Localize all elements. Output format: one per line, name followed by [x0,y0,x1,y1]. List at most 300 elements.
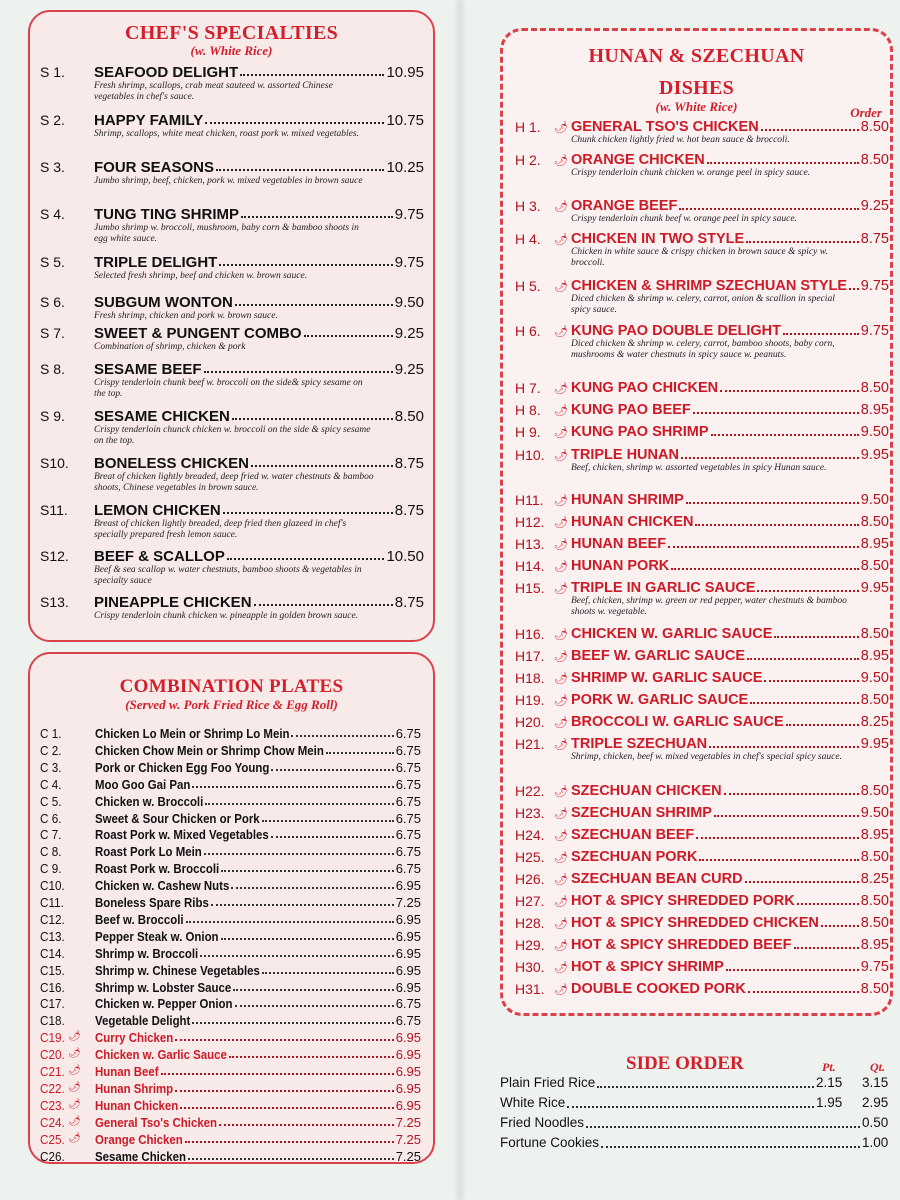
combo-item[interactable] [40,1081,420,1097]
pint-header: Pt. [822,1060,836,1074]
item-name: Vegetable Delight [95,1013,191,1029]
item-name: TRIPLE IN GARLIC SAUCE [571,580,756,596]
item-name: Chicken Lo Mein or Shrimp Lo Mein [95,726,290,741]
item-description: Breat of chicken lightly breaded, deep fried w. water chestnuts & bamboo shoots, Chinese vegetables in brown sauce. [94,472,374,493]
item-price: 6.95 [395,945,421,961]
item-code: C13. [40,928,65,944]
side-order-item[interactable] [500,1115,892,1133]
dot-leader [221,870,394,872]
menu-item[interactable] [515,424,889,444]
item-name: CHICKEN W. GARLIC SAUCE [571,626,773,642]
combo-item[interactable] [40,743,420,759]
chili-pepper-icon: 🌶 [68,1115,81,1127]
item-description: Beef & sea scallop w. water chestnuts, bamboo shoots & vegetables in specialty sauce [94,565,362,586]
dot-leader [186,921,394,923]
combo-item[interactable] [40,1030,420,1046]
item-code: S 8. [40,361,65,377]
combo-item[interactable] [40,844,420,860]
item-code: H28. [515,915,545,931]
combo-item[interactable] [40,929,420,945]
item-code: H 9. [515,424,541,440]
combo-item[interactable] [40,980,420,996]
dot-leader [681,457,859,459]
dot-leader [188,1158,394,1160]
chili-pepper-icon: 🌶 [554,695,568,707]
dot-leader [180,1107,393,1109]
item-description: Jumbo shrimp w. broccoli, mushroom, baby corn & bamboo shoots in egg white sauce. [94,223,359,244]
item-price: 6.95 [395,962,421,978]
menu-item[interactable] [40,594,424,634]
item-price: 7.25 [395,1131,421,1147]
item-name: Curry Chicken [95,1030,174,1046]
item-price: 8.50 [860,119,889,135]
combo-item[interactable] [40,946,420,962]
item-price: 7.25 [395,895,421,910]
combination-plates-section [28,652,435,1164]
menu-item[interactable] [515,714,889,734]
dot-leader [231,887,393,889]
item-name: GENERAL TSO'S CHICKEN [571,119,759,135]
dot-leader [200,955,393,957]
side-order-item[interactable] [500,1095,892,1113]
item-name: Chicken Chow Mein or Shrimp Chow Mein [95,742,324,758]
dot-leader [724,793,859,795]
item-code: C 5. [40,793,62,809]
item-name: Sweet & Sour Chicken or Pork [95,810,260,826]
dot-leader [232,418,393,420]
item-code: C 7. [40,827,62,843]
chili-pepper-icon: 🌶 [554,739,568,751]
item-code: S11. [40,502,68,518]
item-price: 9.75 [394,254,424,271]
item-code: H11. [515,492,544,508]
chili-pepper-icon: 🌶 [554,234,568,246]
item-code: H23. [515,805,545,821]
chili-pepper-icon: 🌶 [554,896,568,908]
menu-item[interactable] [515,871,889,891]
dot-leader [271,836,394,838]
combo-item[interactable] [40,1047,420,1063]
item-code: C12. [40,911,65,927]
section-title: CHEF'S SPECIALTIES [124,22,339,44]
section-subtitle: (Served w. Pork Fried Rice & Egg Roll) [125,697,338,712]
dot-leader [699,859,858,861]
dot-leader [216,169,384,171]
menu-item[interactable] [515,736,889,762]
item-name: Pepper Steak w. Onion [95,928,219,944]
menu-item[interactable] [40,361,424,401]
item-price: 6.75 [395,827,421,843]
item-code: H10. [515,447,545,463]
item-price: 8.50 [860,152,889,168]
item-code: H 5. [515,278,541,294]
item-price: 6.95 [395,1097,421,1113]
menu-item[interactable] [515,827,889,847]
item-price: 8.50 [860,783,889,799]
item-name: White Rice [500,1095,566,1110]
item-description: Crispy tenderloin chunk beef w. orange peel in spicy sauce. [571,214,797,224]
dot-leader [221,938,394,940]
dot-leader [219,264,392,266]
combo-item[interactable] [40,794,420,810]
combo-item[interactable] [40,861,420,877]
item-code: H25. [515,849,545,865]
item-name: HOT & SPICY SHREDDED BEEF [571,937,792,953]
menu-item[interactable] [515,805,889,825]
item-name: Shrimp w. Chinese Vegetables [95,962,260,978]
item-name: Roast Pork w. Mixed Vegetables [95,827,269,843]
item-code: H 3. [515,198,541,214]
menu-item[interactable] [40,206,424,246]
menu-item[interactable] [515,198,889,224]
dot-leader [161,1073,394,1075]
item-description: Chunk chicken lightly fried w. hot bean sauce & broccoli. [571,135,790,145]
quart-price: 0.50 [862,1115,889,1130]
menu-item[interactable] [515,626,889,646]
combo-item[interactable] [40,760,420,776]
item-description: Fresh shrimp, scallops, crab meat sauteed w. assorted Chinese vegetables in chef's sauce. [94,81,333,102]
menu-item[interactable] [515,959,889,979]
dot-leader [821,925,859,927]
chili-pepper-icon: 🌶 [554,405,568,417]
item-code: C26. [40,1148,65,1164]
item-code: H 6. [515,323,541,339]
item-description: Diced chicken & shrimp w. celery, carrot, onion & scallion in special spicy sauce. [571,294,835,315]
menu-item[interactable] [515,119,889,145]
item-price: 6.95 [395,1030,421,1046]
item-name: General Tso's Chicken [95,1114,218,1130]
menu-item[interactable] [515,580,889,617]
menu-item[interactable] [40,455,424,495]
item-name: KUNG PAO CHICKEN [571,380,719,396]
item-price: 9.25 [394,361,424,378]
chili-pepper-icon: 🌶 [554,808,568,820]
quart-price: 1.00 [862,1135,889,1150]
item-name: Moo Goo Gai Pan [95,776,191,792]
item-name: ORANGE CHICKEN [571,152,705,168]
item-description: Fresh shrimp, chicken and pork w. brown sauce. [94,311,278,321]
item-name: HUNAN PORK [571,558,670,574]
dot-leader [204,371,393,373]
menu-item[interactable] [515,915,889,935]
menu-item[interactable] [40,502,424,542]
item-code: H18. [515,670,545,686]
item-code: H12. [515,514,545,530]
item-price: 6.75 [395,861,421,877]
combo-item[interactable] [40,1115,420,1131]
item-code: H22. [515,783,545,799]
dot-leader [240,74,384,76]
dot-leader [711,434,859,436]
item-price: 8.50 [394,408,424,425]
dot-leader [211,904,394,906]
item-price: 7.25 [395,1148,421,1164]
menu-item[interactable] [40,159,424,199]
chili-pepper-icon: 🌶 [554,326,568,338]
item-code: C25. [40,1131,65,1147]
chili-pepper-icon: 🌶 [554,984,568,996]
item-price: 8.75 [394,594,424,611]
dot-leader [671,568,858,570]
item-code: H27. [515,893,545,909]
dot-leader [254,604,393,606]
menu-item[interactable] [515,981,889,1001]
menu-item[interactable] [515,536,889,556]
item-code: C17. [40,996,65,1012]
item-price: 9.95 [860,447,889,463]
item-name: Orange Chicken [95,1131,183,1147]
item-name: BROCCOLI W. GARLIC SAUCE [571,714,784,730]
chili-pepper-icon: 🌶 [68,1065,81,1076]
item-name: LEMON CHICKEN [94,502,221,519]
menu-item[interactable] [515,558,889,578]
item-name: Sesame Chicken [95,1148,186,1164]
dot-leader [597,1086,814,1088]
dot-leader [192,786,393,788]
dot-leader [241,216,393,218]
item-name: Shrimp w. Broccoli [95,945,199,961]
item-code: H14. [515,558,545,574]
item-code: H13. [515,536,545,552]
item-description: Chicken in white sauce & crispy chicken in brown sauce & spicy w. broccoli. [571,247,828,268]
item-description: Shrimp, scallops, white meat chicken, roast pork w. mixed vegetables. [94,129,359,139]
item-price: 8.95 [860,648,889,664]
chili-pepper-icon: 🌶 [68,1031,81,1043]
combo-item[interactable] [40,777,420,793]
item-code: H26. [515,871,545,887]
menu-item[interactable] [515,231,889,268]
dot-leader [686,502,859,504]
pint-price: 2.15 [816,1075,843,1090]
item-code: S10. [40,455,69,471]
chili-pepper-icon: 🌶 [554,830,568,842]
dot-leader [192,1022,393,1024]
dot-leader [693,412,859,414]
section-subtitle: (w. White Rice) [190,43,273,58]
menu-item[interactable] [515,849,889,869]
item-code: H20. [515,714,545,730]
item-code: C21. [40,1064,65,1079]
item-name: Roast Pork w. Broccoli [95,861,220,877]
item-name: Shrimp w. Lobster Sauce [95,979,232,995]
item-name: SZECHUAN PORK [571,849,698,865]
item-price: 9.25 [394,325,424,342]
section-title: HUNAN & SZECHUAN [588,45,805,67]
item-code: H31. [515,981,545,997]
chili-pepper-icon: 🌶 [554,539,568,551]
dot-leader [229,1056,394,1058]
dot-leader [204,853,394,855]
combo-item[interactable] [40,895,420,911]
item-description: Beef, chicken, shrimp w. assorted vegetables in spicy Hunan sauce. [571,463,827,473]
item-code: H29. [515,937,545,953]
item-price: 8.50 [860,380,889,396]
menu-item[interactable] [515,514,889,534]
menu-item[interactable] [515,893,889,913]
menu-item[interactable] [40,325,424,365]
item-name: TRIPLE HUNAN [571,447,679,463]
item-price: 10.25 [386,159,424,176]
item-name: Fried Noodles [500,1115,585,1130]
item-name: SESAME BEEF [94,361,202,378]
dot-leader [764,680,858,682]
item-name: FOUR SEASONS [94,159,215,176]
combo-item[interactable] [40,1013,420,1029]
item-code: C11. [40,895,64,910]
combo-item[interactable] [40,726,420,742]
dot-leader [567,1106,814,1108]
item-code: S 5. [40,254,65,270]
item-price: 9.95 [860,580,889,596]
item-name: PINEAPPLE CHICKEN [94,594,252,611]
item-code: H21. [515,736,545,752]
item-name: HUNAN CHICKEN [571,514,694,530]
menu-item[interactable] [515,380,889,400]
dot-leader [774,636,858,638]
combo-item[interactable] [40,811,420,827]
item-code: S 7. [40,325,65,341]
chili-pepper-icon: 🌶 [554,201,568,213]
item-name: DOUBLE COOKED PORK [571,981,746,997]
item-price: 7.25 [395,1114,421,1130]
item-price: 6.75 [395,844,421,860]
chili-pepper-icon: 🌶 [554,874,568,886]
item-code: S 9. [40,408,65,424]
item-name: HAPPY FAMILY [94,112,204,129]
item-description: Breast of chicken lightly breaded, deep fried then glazeed in chef's specially prepared fresh lemon sauce. [94,519,347,540]
chili-pepper-icon: 🌶 [68,1048,81,1060]
item-price: 8.95 [860,937,889,953]
item-code: H19. [515,692,545,708]
item-name: Fortune Cookies [500,1135,600,1150]
item-name: HOT & SPICY SHREDDED CHICKEN [571,915,819,931]
item-price: 8.50 [860,514,889,530]
dot-leader [586,1126,860,1128]
combo-item[interactable] [40,1064,420,1080]
dot-leader [726,969,859,971]
item-price: 10.75 [386,112,424,129]
item-name: Chicken w. Garlic Sauce [95,1047,227,1063]
menu-item[interactable] [515,937,889,957]
item-code: C16. [40,979,65,995]
menu-item[interactable] [40,408,424,448]
item-code: S 4. [40,206,65,222]
item-code: C22. [40,1080,65,1096]
item-code: H 2. [515,152,541,168]
dot-leader [235,304,393,306]
combo-item[interactable] [40,1149,420,1165]
item-price: 8.75 [394,455,424,472]
menu-item[interactable] [515,278,889,315]
menu-item[interactable] [515,783,889,803]
item-price: 6.75 [395,793,421,809]
chili-pepper-icon: 🌶 [554,517,568,529]
item-code: C18. [40,1013,65,1029]
item-price: 8.25 [860,871,889,887]
menu-item[interactable] [515,152,889,178]
menu-item[interactable] [515,402,889,422]
item-description: Selected fresh shrimp, beef and chicken w. brown sauce. [94,271,308,281]
order-label: Order [850,105,882,120]
item-name: SZECHUAN BEEF [571,827,695,843]
item-price: 8.50 [860,893,889,909]
menu-item[interactable] [515,447,889,473]
dot-leader [707,162,859,164]
item-code: C15. [40,962,65,978]
menu-item[interactable] [515,648,889,668]
side-order-item[interactable] [500,1135,892,1153]
item-description: Combination of shrimp, chicken & pork [94,342,246,352]
dot-leader [849,288,859,290]
item-name: SUBGUM WONTON [94,294,233,311]
combo-item[interactable] [40,827,420,843]
combo-item[interactable] [40,996,420,1012]
combo-item[interactable] [40,1132,420,1148]
item-price: 9.50 [394,294,424,311]
chili-pepper-icon: 🌶 [68,1081,81,1093]
section-subtitle: (w. White Rice) [655,99,738,114]
item-code: H24. [515,827,545,843]
item-name: KUNG PAO SHRIMP [571,424,709,440]
item-price: 9.50 [860,424,889,440]
item-price: 8.95 [860,402,889,418]
item-price: 8.50 [860,558,889,574]
item-name: Hunan Chicken [95,1097,179,1113]
item-name: Hunan Shrimp [95,1080,174,1096]
item-name: SWEET & PUNGENT COMBO [94,325,302,342]
menu-item[interactable] [40,64,424,104]
dot-leader [262,820,394,822]
item-code: H 8. [515,402,541,418]
dot-leader [709,746,859,748]
item-code: C 8. [40,844,62,860]
dot-leader [786,724,859,726]
menu-item[interactable] [40,112,424,152]
item-name: SZECHUAN SHRIMP [571,805,712,821]
item-code: C 9. [40,861,62,877]
item-price: 6.95 [395,1047,421,1063]
item-price: 8.75 [860,231,889,247]
item-price: 8.50 [860,692,889,708]
menu-item[interactable] [515,692,889,712]
combo-item[interactable] [40,1098,420,1114]
combo-item[interactable] [40,963,420,979]
side-order-item[interactable] [500,1075,892,1093]
combo-item[interactable] [40,878,420,894]
menu-item[interactable] [515,323,889,360]
item-price: 10.95 [386,64,424,81]
item-name: HOT & SPICY SHREDDED PORK [571,893,795,909]
item-name: Chicken w. Broccoli [95,793,204,809]
menu-item[interactable] [40,548,424,588]
item-price: 8.50 [860,849,889,865]
menu-item[interactable] [40,254,424,294]
chili-pepper-icon: 🌶 [554,852,568,864]
item-name: Hunan Beef [95,1064,159,1079]
menu-item[interactable] [515,670,889,690]
dot-leader [797,903,859,905]
combo-item[interactable] [40,912,420,928]
item-name: TUNG TING SHRIMP [94,206,239,223]
item-name: HUNAN BEEF [571,536,667,552]
menu-item[interactable] [515,492,889,512]
item-code: S 6. [40,294,65,310]
dot-leader [696,837,859,839]
dot-leader [757,590,858,592]
item-name: Chicken w. Cashew Nuts [95,878,230,894]
item-code: C19. [40,1030,65,1046]
item-price: 6.95 [395,1064,421,1079]
